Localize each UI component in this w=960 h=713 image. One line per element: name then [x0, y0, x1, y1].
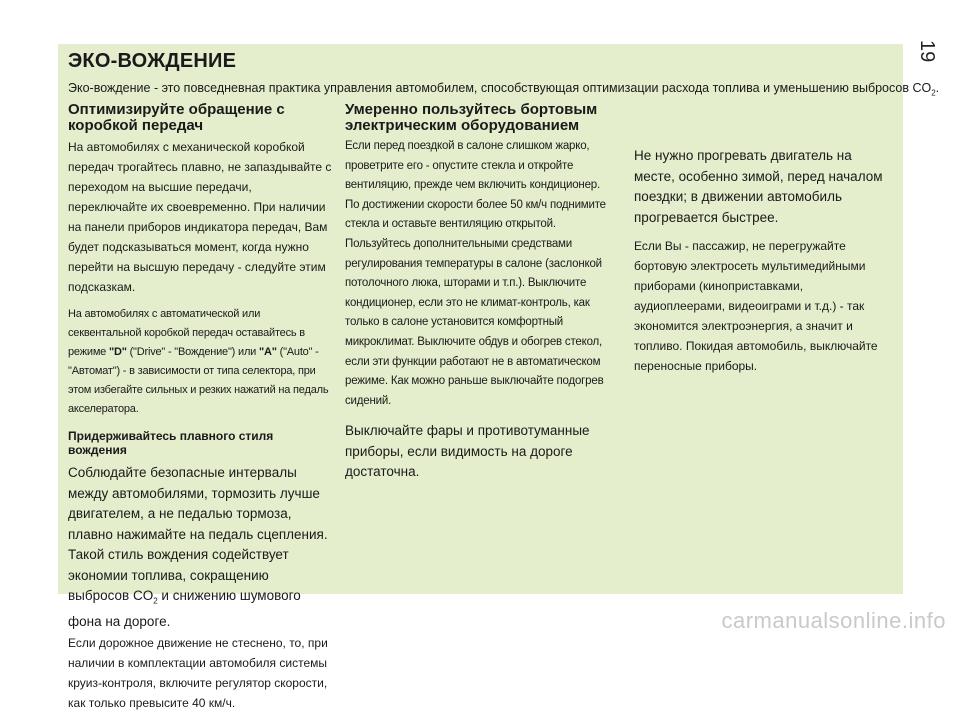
- page-title: ЭКО-ВОЖДЕНИЕ: [68, 50, 237, 72]
- column-electrical: [345, 102, 610, 483]
- gearbox-heading: Оптимизируйте обращение с коробкой передач: [68, 101, 285, 134]
- smooth-driving-paragraph: [68, 463, 333, 633]
- auto-text-3: ("Auto" - "Автомат") - в зависимости от типа селектора, при этом избегайте сильных и резких нажатий на педаль акселератора.: [68, 346, 329, 415]
- gearbox-automatic-paragraph: [68, 305, 333, 419]
- electrical-heading: Умеренно пользуйтесь бортовым электрическим оборудованием: [345, 101, 598, 134]
- cruise-control-paragraph: Если дорожное движение не стеснено, то, при наличии в комплектации автомобиля системы круиз-контроля, включите регулятор скорости, как только превысите 40 км/ч.: [68, 635, 328, 710]
- column-gearbox: [68, 102, 333, 713]
- page-number: 19: [916, 40, 938, 63]
- smooth-text-1: Соблюдайте безопасные интервалы между автомобилями, тормозить лучше двигателем, а не педалью тормоза, плавно нажимайте на педаль сцепления. Такой стиль вождения содействует экономии топлива, сокращению выбросов CO: [68, 465, 328, 603]
- climate-paragraph: Если перед поездкой в салоне слишком жарко, проветрите его - опустите стекла и откройте вентиляцию, прежде чем включить кондиционер. По достижении скорости более 50 км/ч поднимите стекла и оставьте вентиляцию открытой. Пользуйтесь дополнительными средствами регулирования температуры в салоне (заслонкой потолочного люка, шторами и т.п.). Выключите кондиционер, если это не климат-контроль, как только в салоне установится комфортный микроклимат. Выключите обдув и обогрев стекол, если эти функции работают не в автоматическом режиме. Как можно раньше выключайте подогрев сидений.: [345, 140, 606, 407]
- auto-text-2: ("Drive" - "Вождение") или: [126, 346, 259, 358]
- auto-text-1: На автомобилях с автоматической или секвентальной коробкой передач оставайтесь в режиме: [68, 308, 305, 358]
- intro-end: .: [935, 81, 940, 95]
- passenger-paragraph: Если Вы - пассажир, не перегружайте бортовую электросеть мультимедийными приборами (киноприставками, аудиоплеерами, видеоиграми и т.д.) - так экономится электроэнергия, а значит и топливо. Покидая автомобиль, выключайте переносные приборы.: [634, 239, 878, 373]
- column-misc: [634, 146, 894, 376]
- gearbox-manual-paragraph: На автомобилях с механической коробкой передач трогайтесь плавно, не запаздывайте с переходом на высшие передачи, переключайте их своевременно. При наличии на панели приборов индикатора передач, Вам будет подсказываться момент, когда нужно перейти на высшую передачу - следуйте этим подсказкам.: [68, 140, 332, 294]
- intro-text: [68, 81, 940, 98]
- warmup-paragraph: Не нужно прогревать двигатель на месте, особенно зимой, перед началом поездки; в движении автомобиль прогревается быстрее.: [634, 148, 883, 225]
- mode-a: "A": [258, 346, 277, 358]
- watermark: carmanualsonline.info: [721, 608, 946, 633]
- smooth-driving-heading: Придерживайтесь плавного стиля вождения: [68, 429, 274, 457]
- mode-d: "D": [108, 346, 127, 358]
- headlights-paragraph: Выключайте фары и противотуманные приборы, если видимость на дороге достаточна.: [345, 423, 590, 480]
- intro-subscript: 2: [931, 88, 936, 98]
- intro-main: Эко-вождение - это повседневная практика управления автомобилем, способствующая оптимизации расхода топлива и уменьшению выбросов CO: [68, 81, 932, 95]
- smooth-text-2: и снижению шумового фона на дороге.: [68, 588, 301, 630]
- smooth-subscript: 2: [153, 596, 158, 606]
